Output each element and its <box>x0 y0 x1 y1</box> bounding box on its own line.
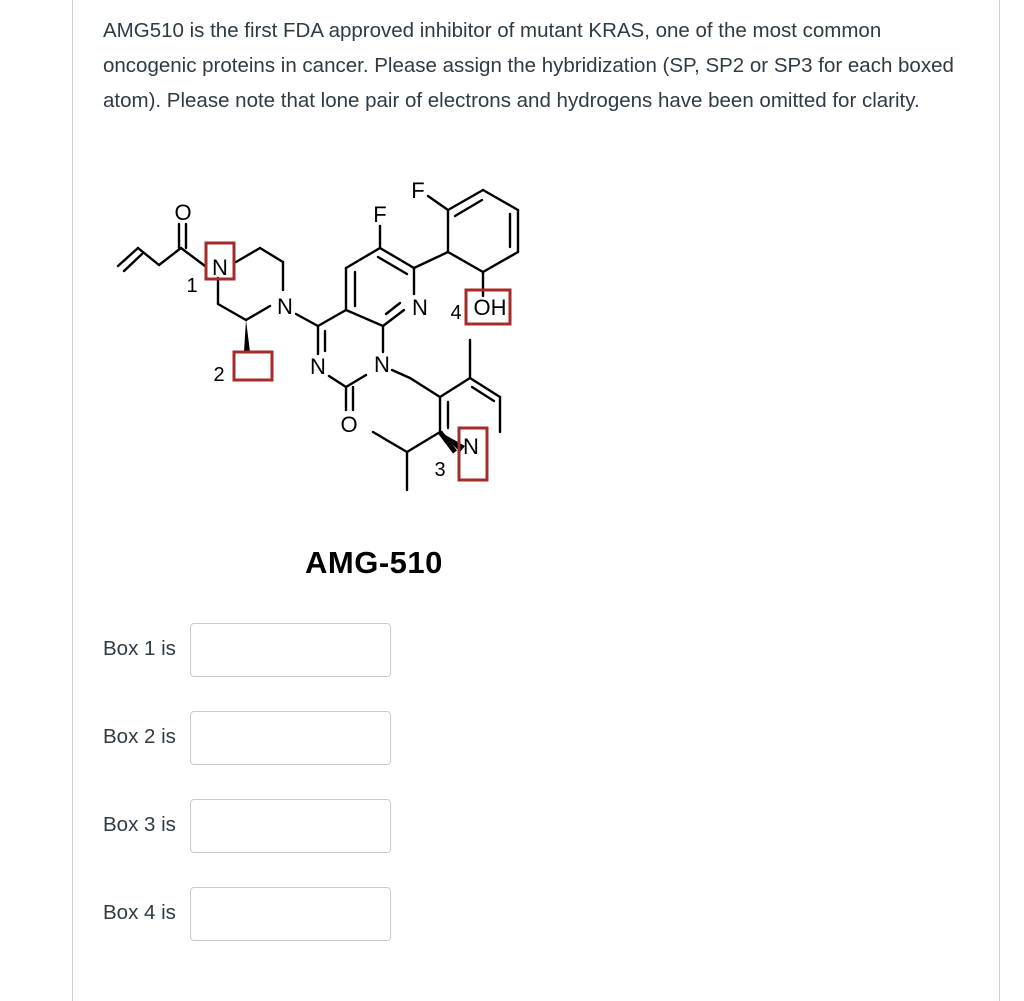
bond <box>378 257 407 274</box>
box-4-answer-input[interactable] <box>190 887 391 941</box>
bond <box>181 248 205 266</box>
atom-n-pyrimidine-right: N <box>374 352 390 377</box>
answer-label-box-4: Box 4 is <box>103 901 176 924</box>
atom-n-pyridine: N <box>412 295 428 320</box>
box-1-answer-input[interactable] <box>190 623 391 677</box>
bond <box>236 248 260 262</box>
bond <box>373 432 407 452</box>
bond <box>329 376 346 387</box>
bond <box>407 432 440 452</box>
amg510-structure <box>110 170 550 530</box>
bond <box>138 248 159 265</box>
bond <box>448 190 483 210</box>
question-text: AMG510 is the first FDA approved inhibitor of mutant KRAS, one of the most common oncogenic proteins in cancer. Please assign the hybridization (SP, SP2 or SP3 for each boxed atom). Please note that lone pair of electrons and hydrogens have been omitted for clarity. <box>103 19 954 112</box>
box-3-answer-input[interactable] <box>190 799 391 853</box>
bond <box>118 248 138 266</box>
box-number-3: 3 <box>434 459 446 481</box>
highlight-box-2 <box>234 352 272 380</box>
bond <box>296 314 318 326</box>
box-number-1: 1 <box>186 275 198 297</box>
answer-row-box-3 <box>103 799 403 853</box>
bond <box>159 248 181 265</box>
bond <box>246 306 270 320</box>
bond <box>428 196 448 210</box>
atom-f-top: F <box>373 202 387 227</box>
box-number-2: 2 <box>213 364 225 386</box>
atom-f-phenyl: F <box>411 178 425 203</box>
atom-n-piperazine-1: N <box>212 255 228 280</box>
bond <box>410 378 440 397</box>
bond <box>346 310 383 326</box>
wedge-bond <box>244 320 250 352</box>
answer-label-box-3: Box 3 is <box>103 813 176 836</box>
bond <box>318 310 346 326</box>
bond <box>346 248 380 268</box>
atom-o-acryl: O <box>174 200 192 225</box>
bond <box>448 252 483 272</box>
atom-n-pyridine-lower: N <box>463 434 479 459</box>
bond <box>440 378 470 397</box>
compound-name: AMG-510 <box>305 545 443 580</box>
answer-row-box-2 <box>103 711 403 765</box>
bond <box>260 248 283 262</box>
box-2-answer-input[interactable] <box>190 711 391 765</box>
bond <box>218 304 246 320</box>
box-number-4: 4 <box>450 302 462 324</box>
atom-o-carbonyl: O <box>340 412 358 437</box>
bond <box>472 387 494 401</box>
bond <box>124 254 142 271</box>
answer-label-box-1: Box 1 is <box>103 637 176 660</box>
bond <box>392 370 410 378</box>
atom-n-pyrimidine-left: N <box>310 354 326 379</box>
bond <box>380 248 414 268</box>
bond <box>483 190 518 210</box>
bond <box>346 375 366 387</box>
answer-row-box-4 <box>103 887 403 941</box>
bond <box>386 303 400 314</box>
answer-row-box-1 <box>103 623 403 677</box>
atom-oh: OH <box>473 295 507 320</box>
answer-label-box-2: Box 2 is <box>103 725 176 748</box>
atom-n-piperazine-2: N <box>277 294 293 319</box>
bond <box>414 252 448 268</box>
bond <box>483 252 518 272</box>
